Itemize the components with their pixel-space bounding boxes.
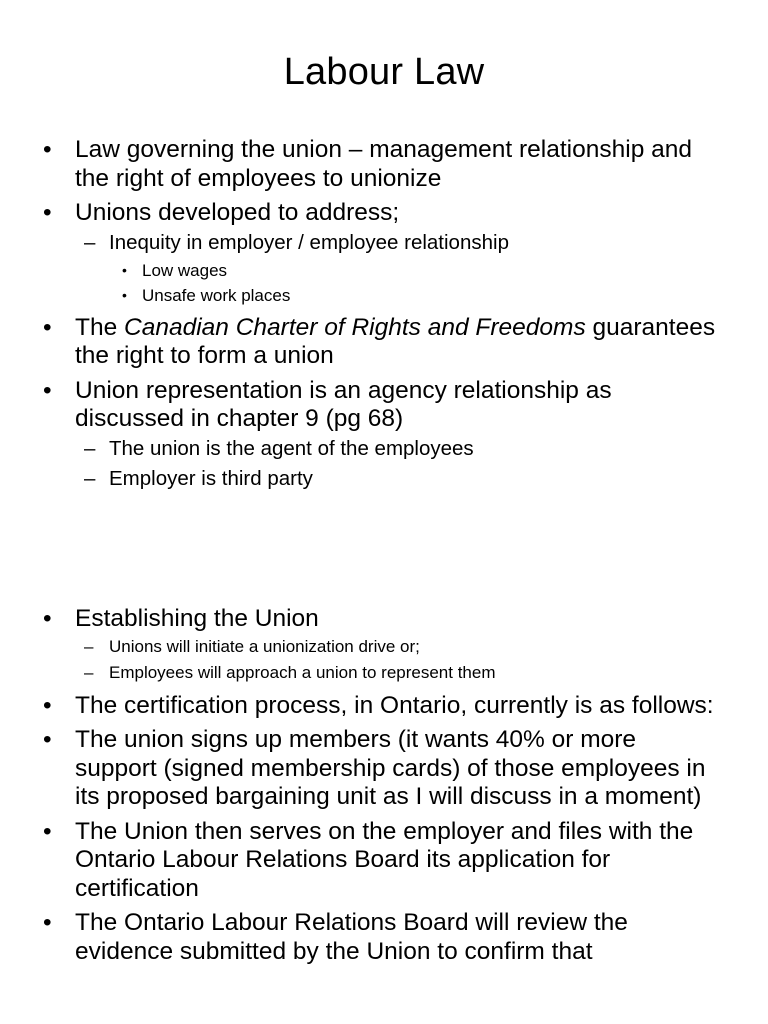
bullet-dot-icon: • <box>122 261 127 278</box>
sub-sub-bullet-low-wages <box>0 258 768 283</box>
bullet-dot-icon: • <box>43 199 52 226</box>
bullet-text: The certification process, in Ontario, currently is as follows: <box>75 691 714 719</box>
dash-icon: – <box>84 662 94 682</box>
bullet-serves-employer <box>0 818 768 904</box>
sub-sub-bullet-unsafe <box>0 283 768 308</box>
dash-icon: – <box>84 636 94 656</box>
sub-bullet-unionization-drive <box>0 634 768 660</box>
bullet-dot-icon: • <box>43 376 52 404</box>
bullet-text-prefix: The <box>75 313 125 341</box>
sub-bullet-inequity <box>0 228 768 258</box>
bullet-board-review <box>0 909 768 966</box>
bullet-establishing-union <box>0 605 768 634</box>
sub-bullet-text: Employees will approach a union to represent them <box>109 662 496 682</box>
dash-icon: – <box>84 466 96 490</box>
sub-bullet-text: The union is the agent of the employees <box>109 436 474 460</box>
bullet-dot-icon: • <box>43 313 52 341</box>
bullet-text: The union signs up members (it wants 40% or more support (signed membership cards) of those employees in its proposed bargaining unit as I will discuss in a moment) <box>75 726 706 810</box>
bullet-group-2 <box>0 605 768 966</box>
sub-bullet-text: Inequity in employer / employee relationship <box>109 230 509 254</box>
sub-bullet-employees-approach <box>0 660 768 686</box>
bullet-text: Unions developed to address; <box>75 199 400 226</box>
sub-bullet-text: Employer is third party <box>109 466 313 490</box>
sub-sub-bullet-text: Low wages <box>142 260 228 280</box>
bullet-certification-process <box>0 692 768 721</box>
bullet-text-suffix: guarantees the right to form a union <box>75 313 716 369</box>
charter-title: Canadian Charter of Rights and Freedoms <box>124 313 586 341</box>
bullet-dot-icon: • <box>43 691 52 719</box>
bullet-unions-developed <box>0 199 768 228</box>
bullet-dot-icon: • <box>122 286 127 303</box>
sub-bullet-text: Unions will initiate a unionization drive or; <box>109 636 420 656</box>
dash-icon: – <box>84 230 96 254</box>
slide-title: Labour Law <box>283 51 485 93</box>
bullet-dot-icon: • <box>43 136 52 163</box>
bullet-text: Law governing the union – management relationship and the right of employees to unionize <box>75 136 693 192</box>
bullet-charter <box>0 314 768 371</box>
bullet-signs-up-members <box>0 726 768 812</box>
bullet-text: The Ontario Labour Relations Board will review the evidence submitted by the Union to confirm that <box>75 909 628 965</box>
dash-icon: – <box>84 436 96 460</box>
sub-bullet-union-agent <box>0 434 768 464</box>
sub-bullet-employer-third-party <box>0 464 768 494</box>
bullet-governing-law <box>0 136 768 193</box>
bullet-group-1 <box>0 136 768 494</box>
bullet-text: Establishing the Union <box>75 605 319 632</box>
sub-sub-bullet-text: Unsafe work places <box>142 285 291 305</box>
bullet-dot-icon: • <box>43 909 52 936</box>
bullet-dot-icon: • <box>43 726 52 753</box>
bullet-text: Union representation is an agency relationship as discussed in chapter 9 (pg 68) <box>75 376 612 432</box>
bullet-agency-relationship <box>0 377 768 434</box>
bullet-dot-icon: • <box>43 817 52 845</box>
bullet-dot-icon: • <box>43 605 52 632</box>
bullet-text: The Union then serves on the employer and files with the Ontario Labour Relations Board its application for certification <box>75 817 694 902</box>
